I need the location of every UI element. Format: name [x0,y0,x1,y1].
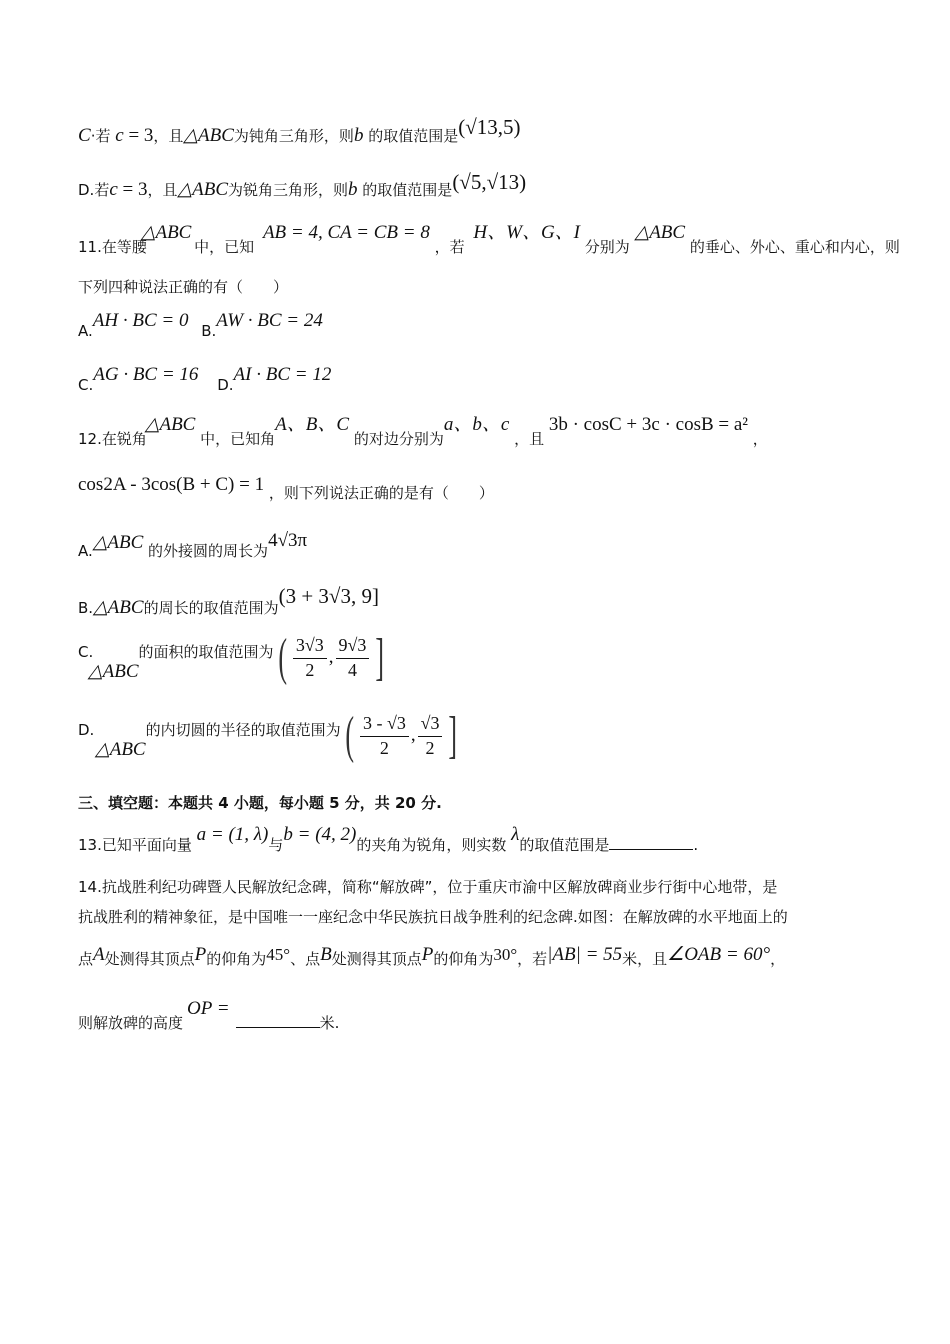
denominator: 2 [305,659,315,680]
text: 的取值范围是 [368,127,459,145]
option-label: C. [78,376,94,394]
angles: A、B、C [275,414,350,435]
option-label: D. [217,376,234,394]
left-bracket-icon: ( [344,707,354,764]
text: 为钝角三角形，则 [233,127,354,145]
triangle: △ABC [183,125,234,146]
q12-stem-line1 [78,414,768,448]
text: 的取值范围是 [519,836,610,854]
separator: , [410,724,416,746]
text: 米，且 [622,950,668,968]
text: 的取值范围是 [362,181,453,199]
text: ，且 [147,181,178,199]
value: (3 + 3√3, 9] [278,584,379,608]
answer-blank[interactable] [236,1027,320,1028]
q10-option-c [78,115,521,148]
angle: 45° [266,945,291,964]
value: 4√3π [268,530,308,551]
text: 的面积的取值范围为 [138,642,274,661]
separator: , [328,646,334,668]
denominator: 2 [425,737,435,758]
equation: cos2A - 3cos(B + C) = 1 [78,474,265,495]
q12-option-c [78,629,389,686]
right-bracket-icon: ] [448,707,458,764]
text: 的垂心、外心、重心和内心，则 [689,238,900,256]
equation: 3b · cosC + 3c · cosB = a² [548,414,749,435]
option-a: AH · BC = 0 [92,310,189,331]
denominator: 2 [379,737,389,758]
fraction [293,635,327,681]
q14-line1: 14.抗战胜利纪功碑暨人民解放纪念碑，简称“解放碑”，位于重庆市渝中区解放碑商业步行街中心地带，是 [78,878,778,896]
text: ，若 [434,238,465,256]
text: 的仰角为 [433,950,494,968]
text: 的对边分别为 [353,430,444,448]
q10-option-d [78,170,527,202]
triangle: △ABC [634,222,686,243]
text: 分别为 [584,238,630,256]
triangle: △ABC [88,660,139,682]
text: 的周长的取值范围为 [143,599,279,617]
text: 的内切圆的半径的取值范围为 [145,720,341,739]
option-d: AI · BC = 12 [233,364,332,385]
text: ， [770,950,786,968]
q12-stem-line2 [78,474,494,502]
option-label: D. [78,720,95,739]
option-label: C. [78,642,94,661]
triangle: △ABC [177,179,228,200]
point-a: A [93,944,105,965]
op-label: OP = [187,998,230,1019]
text: 中，已知 [194,238,255,256]
q11-stem-line1 [78,222,900,256]
option-c: AG · BC = 16 [93,364,199,385]
sides: a、b、c [443,414,510,435]
text: 处测得其顶点 [331,950,422,968]
denominator: 4 [347,659,357,680]
left-bracket-icon: ( [277,629,287,686]
text: ，则下列说法正确的是有（ ） [268,484,494,502]
var: c [109,179,118,200]
option-label: B. [78,599,94,617]
text: ， [752,430,768,448]
numerator: 9√3 [336,635,370,659]
q11-stem-line2 [78,278,288,296]
text: 为锐角三角形，则 [228,181,349,199]
text: ，且 [514,430,545,448]
var: b [353,125,364,146]
fraction [418,713,443,759]
numerator: 3√3 [293,635,327,659]
given: AB = 4, CA = CB = 8 [262,222,430,243]
text: 中，已知角 [200,430,276,448]
text: 处测得其顶点 [104,950,195,968]
text: ，且 [153,127,184,145]
option-label: A. [78,542,93,560]
numerator: 3 - √3 [360,713,409,737]
point-p: P [421,944,434,965]
text: 13.已知平面向量 [78,836,192,854]
ab-length: |AB| = 55 [547,944,623,965]
text: = 3 [123,125,154,146]
q13 [78,824,699,854]
text: 则解放碑的高度 [78,1014,184,1032]
points: H、W、G、I [473,222,581,243]
range: (√5,√13) [452,170,527,194]
text: ，若 [517,950,548,968]
angle-oab: ∠OAB = 60° [667,944,771,965]
text: 11.在等腰 [78,238,147,256]
text: 的仰角为 [206,950,267,968]
q12-option-a [78,530,308,560]
q14-line2: 抗战胜利的精神象征，是中国唯一一座纪念中华民族抗日战争胜利的纪念碑.如图：在解放碑的水平地面上的 [78,908,788,926]
fraction [360,713,409,759]
vector-b: b = (4, 2) [283,824,357,845]
text: 的外接圆的周长为 [148,542,269,560]
option-label: D.若 [78,181,110,199]
triangle: △ABC [92,532,144,553]
text: 、点 [290,950,321,968]
text: 下列四种说法正确的有（ ） [78,278,289,296]
text: 点 [78,950,94,968]
var: c [115,125,124,146]
option-label: A. [78,322,93,340]
lambda: λ [511,824,520,845]
text: 12.在锐角 [78,430,147,448]
var: b [348,179,358,200]
triangle: △ABC [140,222,192,243]
point-p: P [194,944,207,965]
q14-line4 [78,998,340,1032]
fraction [336,635,370,681]
angle: 30° [493,945,518,964]
text: 的夹角为锐角，则实数 [356,836,507,854]
text: 与 [268,836,284,854]
right-bracket-icon: ] [375,629,385,686]
vector-a: a = (1, λ) [196,824,269,845]
triangle: △ABC [93,597,144,618]
q12-option-b [78,584,379,618]
triangle: △ABC [144,414,196,435]
section-title: 三、填空题：本题共 4 小题，每小题 5 分，共 20 分. [78,794,442,812]
text: . [693,836,699,854]
numerator: √3 [418,713,443,737]
point-b: B [320,944,332,965]
answer-blank[interactable] [609,849,693,850]
q14-line3 [78,944,785,967]
q11-options-cd [78,364,332,394]
text: 米. [319,1014,340,1032]
option-b: AW · BC = 24 [216,310,323,331]
text: ·若 [90,127,111,145]
triangle: △ABC [95,738,146,760]
q11-options-ab [78,310,323,340]
text: = 3 [117,179,148,200]
range: (√13,5) [458,115,521,139]
q12-option-d [78,707,462,764]
option-label: C [78,125,91,146]
option-label: B. [201,322,217,340]
